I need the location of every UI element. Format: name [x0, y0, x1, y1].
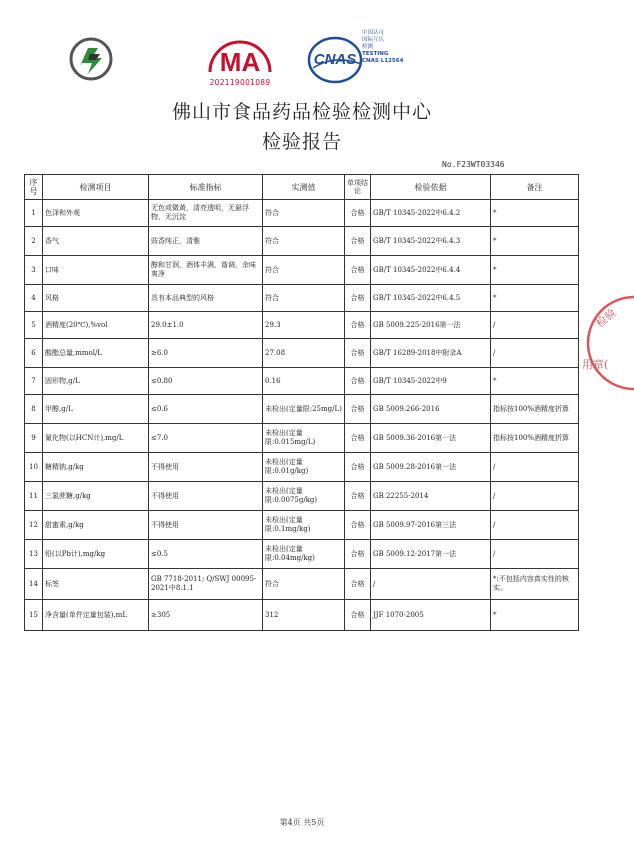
col-header: 检测项目 [43, 175, 149, 200]
cell-standard: ≤0.5 [149, 540, 263, 569]
cell-item: 口味 [43, 256, 149, 285]
cnas-logo-text: CNAS [313, 51, 357, 68]
cell-basis: JJF 1070-2005 [371, 600, 491, 631]
cell-item: 固形物,g/L [43, 368, 149, 395]
cell-no: 9 [25, 424, 43, 453]
cell-remark: * [491, 285, 579, 312]
cell-basis: GB 5009.266-2016 [371, 395, 491, 424]
cell-standard: ≥6.0 [149, 339, 263, 368]
cell-measured: 312 [263, 600, 345, 631]
cell-measured: 29.3 [263, 312, 345, 339]
cell-no: 11 [25, 482, 43, 511]
cell-conclusion: 合格 [345, 227, 371, 256]
cnas-line: TESTING [362, 51, 389, 57]
cell-item: 氰化物(以HCN计),mg/L [43, 424, 149, 453]
cell-remark: / [491, 453, 579, 482]
col-header: 检验依据 [371, 175, 491, 200]
cell-basis: GB/T 10345-2022中9 [371, 368, 491, 395]
ma-logo-text: MA [219, 47, 261, 77]
cell-standard: ≥305 [149, 600, 263, 631]
cell-item: 糖精钠,g/kg [43, 453, 149, 482]
results-table [24, 174, 579, 631]
cell-no: 14 [25, 569, 43, 600]
cell-basis: GB 5009.36-2016第一法 [371, 424, 491, 453]
red-seal-stamp [574, 288, 634, 398]
cell-no: 6 [25, 339, 43, 368]
cell-standard: ≤0.6 [149, 395, 263, 424]
report-number: No.F23WT03346 [442, 160, 505, 169]
cell-conclusion: 合格 [345, 600, 371, 631]
cell-basis: GB 5009.12-2017第一法 [371, 540, 491, 569]
logo-bar [0, 30, 604, 90]
cell-no: 13 [25, 540, 43, 569]
cnas-line: 检测 [362, 44, 374, 50]
cell-remark: / [491, 482, 579, 511]
sf-logo [66, 36, 116, 82]
col-header: 实测值 [263, 175, 345, 200]
cell-standard: GB 7718-2011; Q/SWJ 00095-2021中8.1.1 [149, 569, 263, 600]
cell-no: 7 [25, 368, 43, 395]
cell-standard: 具有本品典型的风格 [149, 285, 263, 312]
cell-standard: 不得使用 [149, 453, 263, 482]
cell-no: 12 [25, 511, 43, 540]
table-row [25, 482, 579, 511]
cnas-caption [362, 30, 442, 65]
cell-standard: 豉香纯正，清雅 [149, 227, 263, 256]
cell-conclusion: 合格 [345, 540, 371, 569]
cell-no: 4 [25, 285, 43, 312]
svg-text:检验: 检验 [593, 306, 619, 331]
cell-remark: * [491, 256, 579, 285]
cell-measured: 符合 [263, 200, 345, 227]
table-row [25, 339, 579, 368]
cell-standard: 醇和甘润，酒体丰满，谐调，余味爽净 [149, 256, 263, 285]
cell-conclusion: 合格 [345, 200, 371, 227]
cell-conclusion: 合格 [345, 569, 371, 600]
cell-no: 1 [25, 200, 43, 227]
cell-conclusion: 合格 [345, 339, 371, 368]
cell-no: 2 [25, 227, 43, 256]
cell-measured: 0.16 [263, 368, 345, 395]
table-row [25, 395, 579, 424]
table-row [25, 256, 579, 285]
cell-measured: 符合 [263, 569, 345, 600]
cell-remark: / [491, 312, 579, 339]
table-row [25, 227, 579, 256]
cell-item: 色泽和外观 [43, 200, 149, 227]
cell-remark: *:不包括内容真实性的核实。 [491, 569, 579, 600]
ma-number: 202119001089 [209, 78, 271, 87]
cnas-logo [305, 34, 369, 86]
cell-measured: 未检出(定量限:0.04mg/kg) [263, 540, 345, 569]
cell-standard: 不得使用 [149, 482, 263, 511]
cell-item: 净含量(单件定量包装),mL [43, 600, 149, 631]
col-header: 序号 [25, 175, 43, 200]
cell-remark: / [491, 511, 579, 540]
cell-basis: GB 5009.225-2016第一法 [371, 312, 491, 339]
page-title: 佛山市食品药品检验检测中心 [171, 101, 432, 123]
cell-standard: ≤7.0 [149, 424, 263, 453]
cell-basis: GB 22255-2014 [371, 482, 491, 511]
cell-no: 8 [25, 395, 43, 424]
cell-basis: GB/T 10345-2022中6.4.4 [371, 256, 491, 285]
table-row [25, 569, 579, 600]
cell-basis: GB 5009.97-2016第三法 [371, 511, 491, 540]
cell-standard: 29.0±1.0 [149, 312, 263, 339]
table-row [25, 600, 579, 631]
cell-conclusion: 合格 [345, 453, 371, 482]
col-header: 单项结论 [345, 175, 371, 200]
cell-remark: / [491, 540, 579, 569]
cell-remark: * [491, 368, 579, 395]
table-row [25, 511, 579, 540]
cnas-line: 中国认可 [362, 30, 385, 36]
cma-logo [204, 38, 276, 92]
table-body [25, 200, 579, 631]
cell-basis: GB/T 10345-2022中6.4.3 [371, 227, 491, 256]
cell-item: 三氯蔗糖,g/kg [43, 482, 149, 511]
cell-no: 3 [25, 256, 43, 285]
cell-basis: / [371, 569, 491, 600]
col-header: 备注 [491, 175, 579, 200]
cell-basis: GB/T 10345-2022中6.4.5 [371, 285, 491, 312]
cnas-line: CNAS L12564 [362, 58, 404, 64]
table-header-row [25, 175, 579, 200]
cell-no: 10 [25, 453, 43, 482]
cell-standard: ≤0.80 [149, 368, 263, 395]
cell-conclusion: 合格 [345, 256, 371, 285]
table-row [25, 424, 579, 453]
cell-basis: GB/T 16289-2018中附录A [371, 339, 491, 368]
cell-measured: 未检出(定量限:0.015mg/L) [263, 424, 345, 453]
cell-conclusion: 合格 [345, 511, 371, 540]
cell-item: 酒精度(20℃),%vol [43, 312, 149, 339]
cell-no: 15 [25, 600, 43, 631]
cell-no: 5 [25, 312, 43, 339]
cell-measured: 未检出(定量限:25mg/L) [263, 395, 345, 424]
cell-measured: 27.08 [263, 339, 345, 368]
cell-measured: 符合 [263, 285, 345, 312]
cell-remark: * [491, 227, 579, 256]
cell-item: 酸酯总量,mmol/L [43, 339, 149, 368]
table-row [25, 285, 579, 312]
cell-standard: 无色或微黄，清亮透明，无悬浮物，无沉淀 [149, 200, 263, 227]
cnas-line: 国际互认 [362, 37, 385, 43]
cell-item: 标签 [43, 569, 149, 600]
cell-conclusion: 合格 [345, 368, 371, 395]
cell-conclusion: 合格 [345, 285, 371, 312]
cell-remark: * [491, 200, 579, 227]
cell-basis: GB 5009.28-2016第一法 [371, 453, 491, 482]
cell-remark: 指标按100%酒精度折算 [491, 424, 579, 453]
cell-conclusion: 合格 [345, 395, 371, 424]
cell-item: 铅(以Pb计),mg/kg [43, 540, 149, 569]
cell-basis: GB/T 10345-2022中6.4.2 [371, 200, 491, 227]
cell-measured: 符合 [263, 256, 345, 285]
cell-measured: 未检出(定量限:0.1mg/kg) [263, 511, 345, 540]
cell-measured: 符合 [263, 227, 345, 256]
cell-item: 甲醇,g/L [43, 395, 149, 424]
cell-conclusion: 合格 [345, 312, 371, 339]
cell-item: 风格 [43, 285, 149, 312]
col-header: 标准指标 [149, 175, 263, 200]
page-subtitle: 检验报告 [261, 131, 342, 153]
page-footer: 第4页 共5页 [279, 818, 325, 827]
cell-remark: / [491, 339, 579, 368]
table-row [25, 453, 579, 482]
cell-item: 甜蜜素,g/kg [43, 511, 149, 540]
cell-measured: 未检出(定量限:0.0075g/kg) [263, 482, 345, 511]
cell-remark: * [491, 600, 579, 631]
cell-standard: 不得使用 [149, 511, 263, 540]
table-row [25, 200, 579, 227]
cell-remark: 指标按100%酒精度折算 [491, 395, 579, 424]
table-row [25, 312, 579, 339]
table-row [25, 368, 579, 395]
cell-conclusion: 合格 [345, 482, 371, 511]
cell-conclusion: 合格 [345, 424, 371, 453]
cell-item: 香气 [43, 227, 149, 256]
svg-text:用章(: 用章( [582, 358, 609, 371]
table-row [25, 540, 579, 569]
cell-measured: 未检出(定量限:0.01g/kg) [263, 453, 345, 482]
